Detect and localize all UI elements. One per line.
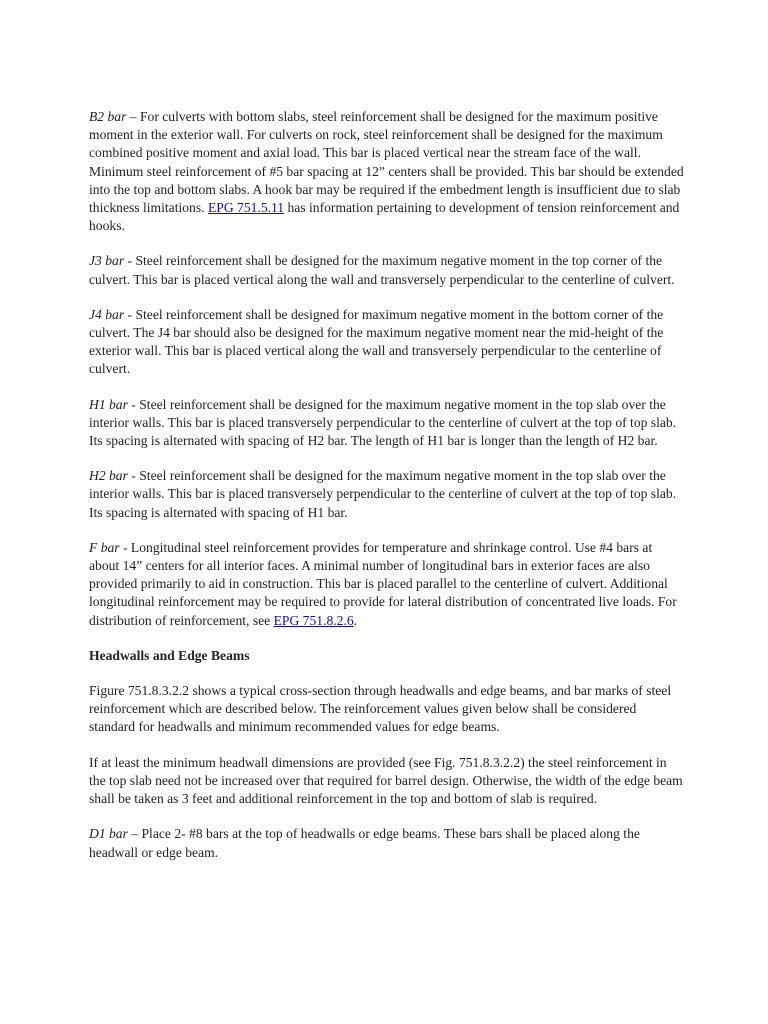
separator: - [127, 396, 140, 412]
term-h1-bar: H1 bar [89, 396, 128, 412]
paragraph-text-after-link: has information pertaining to development of tension reinforcement and hooks. [89, 200, 680, 234]
paragraph-text: Place 2- #8 bars at the top of headwalls or edge beams. These bars shall be placed along the headwall or edge beam. [89, 826, 640, 860]
paragraph-j4-bar [89, 306, 685, 379]
epg-751-8-2-6-link[interactable]: EPG 751.8.2.6 [273, 612, 354, 628]
separator: - [127, 468, 140, 484]
term-d1-bar: D1 bar [89, 826, 128, 842]
paragraph-b2-bar [89, 108, 685, 235]
paragraph-text: Steel reinforcement shall be designed for the maximum negative moment in the top slab over the interior walls. This bar is placed transversely perpendicular to the centerline of culvert at the top of top slab. Its spacing is alternated with spacing of H2 bar. The length of H1 bar is longer than the length of H2 bar. [89, 396, 677, 449]
term-j4-bar: J4 bar [89, 306, 125, 322]
term-b2-bar: B2 bar [89, 109, 127, 124]
separator: - [119, 539, 131, 555]
paragraph-text: Steel reinforcement shall be designed for the maximum negative moment in the top slab over the interior walls. This bar is placed transversely perpendicular to the centerline of culvert at the top of top slab. Its spacing is alternated with spacing of H1 bar. [89, 468, 677, 520]
paragraph-text: Steel reinforcement shall be designed for maximum negative moment in the bottom corner of the culvert. The J4 bar should also be designed for the maximum negative moment near the mid-height of the exterior wall. This bar is placed vertical along the wall and transversely perpendicular to the centerline of culvert. [89, 306, 664, 377]
section-note-paragraph: If at least the minimum headwall dimensions are provided (see Fig. 751.8.3.2.2) the steel reinforcement in the top slab need not be increased over that required for barrel design. Otherwise, the width of the edge beam shall be taken as 3 feet and additional reinforcement in the top and bottom of slab is required. [89, 754, 683, 807]
separator: – [127, 826, 142, 842]
term-f-bar: F bar [89, 539, 120, 555]
paragraph-d1-bar [89, 825, 685, 861]
separator: – [126, 109, 140, 124]
section-heading: Headwalls and Edge Beams [89, 647, 250, 663]
term-h2-bar: H2 bar [89, 468, 128, 484]
paragraph-text: Longitudinal steel reinforcement provides for temperature and shrinkage control. Use #4 bars at about 14” centers for all interior faces. A minimal number of longitudinal bars in exterior faces are also provided primarily to aid in construction. This bar is placed parallel to the centerline of culvert. Additional longitudinal reinforcement may be required to provide for lateral distribution of concentrated live loads. For distribution of reinforcement, see [89, 539, 677, 628]
paragraph-h2-bar [89, 467, 685, 522]
term-j3-bar: J3 bar [89, 253, 125, 269]
paragraph-text-after-link: . [353, 612, 358, 628]
document-page [89, 108, 685, 879]
paragraph-text: For culverts with bottom slabs, steel reinforcement shall be designed for the maximum positive moment in the exterior wall. For culverts on rock, steel reinforcement shall be designed for the maximum combined positive moment and axial load. This bar is placed vertical near the stream face of the wall. Minimum steel reinforcement of #5 bar spacing at 12” centers shall be provided. This bar should be extended into the top and bottom slabs. A hook bar may be required if the embedment length is insufficient due to slab thickness limitations. [89, 109, 684, 216]
paragraph-j3-bar [89, 252, 685, 288]
separator: - [124, 253, 136, 269]
paragraph-f-bar [89, 539, 685, 630]
paragraph-text: Steel reinforcement shall be designed for the maximum negative moment in the top corner of the culvert. This bar is placed vertical along the wall and transversely perpendicular to the centerline of culvert. [89, 253, 675, 287]
epg-751-5-11-link[interactable]: EPG 751.5.11 [207, 200, 285, 216]
separator: - [124, 306, 136, 322]
paragraph-h1-bar [89, 396, 685, 451]
section-intro-paragraph: Figure 751.8.3.2.2 shows a typical cross-section through headwalls and edge beams, and bar marks of steel reinforcement which are described below. The reinforcement values given below shall be considered standard for headwalls and minimum recommended values for edge beams. [89, 683, 672, 735]
